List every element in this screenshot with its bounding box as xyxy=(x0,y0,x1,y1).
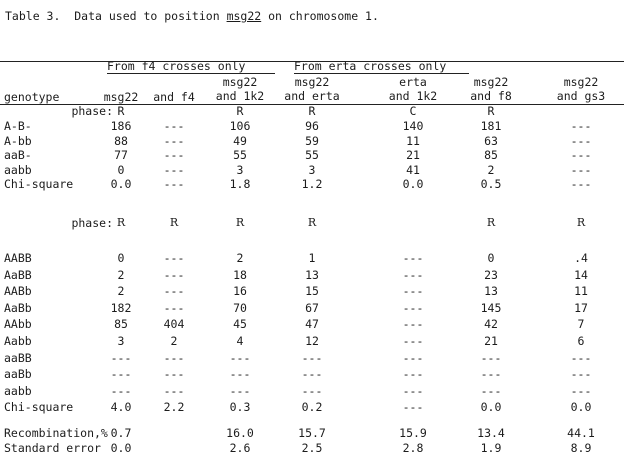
table-cell: 0.5 xyxy=(480,177,502,191)
table-cell: 1.8 xyxy=(229,177,251,191)
table-cell: 0.0 xyxy=(402,177,424,191)
table-cell: 11 xyxy=(574,284,588,299)
table-cell: --- xyxy=(163,177,185,191)
table-cell: 1 xyxy=(308,251,316,265)
table-cell: 3 xyxy=(236,162,244,177)
table-cell: --- xyxy=(402,400,424,415)
title-prefix: Table 3. Data used to position xyxy=(5,9,227,23)
table-cell: 12 xyxy=(305,334,319,348)
table-cell: --- xyxy=(480,383,502,398)
table-cell: 1.2 xyxy=(301,177,323,191)
table-cell: --- xyxy=(570,133,592,148)
table-cell: 21 xyxy=(406,148,420,162)
table-title xyxy=(5,9,379,23)
table-cell: 0 xyxy=(117,162,125,177)
row-label: AABb xyxy=(4,284,32,299)
table-cell: 2 xyxy=(117,284,125,299)
table-cell: 2 xyxy=(487,162,495,177)
table-cell: --- xyxy=(570,383,592,398)
table-cell: 6 xyxy=(577,334,585,348)
phase-value: R xyxy=(486,216,496,229)
column-header-msg22_erta: msg22 xyxy=(294,75,330,89)
summary-cell: 0.7 xyxy=(110,426,132,440)
table-cell: 55 xyxy=(305,148,319,162)
phase-value: R xyxy=(307,216,317,229)
column-header-msg22_gs3: msg22 xyxy=(563,75,599,89)
table-cell: --- xyxy=(570,119,592,133)
table-cell: 42 xyxy=(484,317,498,332)
table-cell: --- xyxy=(163,284,185,299)
table-cell: --- xyxy=(402,284,424,299)
table-cell: 21 xyxy=(484,334,498,348)
table-cell: 23 xyxy=(484,267,498,282)
phase-value: R xyxy=(117,104,125,118)
table-cell: --- xyxy=(110,383,132,398)
title-gene: msg22 xyxy=(226,9,262,23)
table-cell: 67 xyxy=(305,300,319,315)
group-header-erta: From erta crosses only xyxy=(294,59,447,73)
table-cell: 96 xyxy=(305,119,319,133)
table-cell: --- xyxy=(163,367,185,382)
summary-cell: 2.5 xyxy=(301,441,323,455)
table-cell: --- xyxy=(163,119,185,133)
table-cell: --- xyxy=(163,300,185,315)
summary-label: Recombination,% xyxy=(4,426,108,440)
table-cell: 0.3 xyxy=(229,400,251,415)
column-header-msg22_f4: msg22 xyxy=(103,90,139,104)
table-cell: 0.0 xyxy=(480,400,502,415)
table-cell: 47 xyxy=(305,317,319,332)
table-cell: --- xyxy=(110,367,132,382)
table-cell: 186 xyxy=(110,119,132,133)
column-header-f4: and f4 xyxy=(153,90,195,104)
table-cell: 106 xyxy=(229,119,251,133)
table-cell: 145 xyxy=(480,300,502,315)
table-cell: --- xyxy=(301,383,323,398)
summary-cell: 2.8 xyxy=(402,441,424,455)
table-cell: 63 xyxy=(484,133,498,148)
summary-cell: 2.6 xyxy=(229,441,251,455)
table-cell: --- xyxy=(402,317,424,332)
table-cell: 2.2 xyxy=(163,400,185,415)
table-cell: 15 xyxy=(305,284,319,299)
table-cell: 0 xyxy=(117,251,125,265)
table-cell: --- xyxy=(480,367,502,382)
row-label: A-B- xyxy=(4,119,32,133)
column-header-erta_1k2-line2: and 1k2 xyxy=(388,89,438,103)
table-cell: --- xyxy=(570,367,592,382)
table-cell: 0.2 xyxy=(301,400,323,415)
table-cell: --- xyxy=(301,350,323,365)
summary-cell: 16.0 xyxy=(226,426,254,440)
table-cell: 4.0 xyxy=(110,400,132,415)
table-cell: --- xyxy=(570,177,592,191)
phase-value: R xyxy=(308,104,316,118)
table-cell: 13 xyxy=(484,284,498,299)
table-cell: 55 xyxy=(233,148,247,162)
phase-value: R xyxy=(116,216,126,229)
table-cell: 4 xyxy=(236,334,244,348)
table-cell: 41 xyxy=(406,162,420,177)
phase-label: phase: xyxy=(71,104,113,118)
table-cell: 16 xyxy=(233,284,247,299)
table-cell: 14 xyxy=(574,267,588,282)
phase-value: R xyxy=(487,104,495,118)
row-label: Chi-square xyxy=(4,400,74,415)
table-cell: --- xyxy=(163,350,185,365)
table-cell: 49 xyxy=(233,133,247,148)
table-cell: .4 xyxy=(574,251,588,265)
table-cell: --- xyxy=(229,383,251,398)
table-cell: 7 xyxy=(577,317,585,332)
row-label: aabb xyxy=(4,162,32,177)
row-label: AABB xyxy=(4,251,32,265)
phase-value: R xyxy=(169,216,179,229)
table-cell: 18 xyxy=(233,267,247,282)
table-cell: 3 xyxy=(117,334,125,348)
row-label: Aabb xyxy=(4,334,32,348)
table-cell: --- xyxy=(163,383,185,398)
column-header-erta_1k2: erta xyxy=(399,75,427,89)
summary-label: Standard error xyxy=(4,441,101,455)
title-suffix: on chromosome 1. xyxy=(261,9,379,23)
phase-label: phase: xyxy=(71,216,113,230)
table-cell: 85 xyxy=(484,148,498,162)
table-cell: 85 xyxy=(114,317,128,332)
table-cell: --- xyxy=(570,148,592,162)
table-cell: 77 xyxy=(114,148,128,162)
table-cell: --- xyxy=(570,162,592,177)
group-underline-erta xyxy=(294,73,469,74)
row-label: AaBb xyxy=(4,300,32,315)
table-cell: 404 xyxy=(163,317,185,332)
summary-cell: 0.0 xyxy=(110,441,132,455)
table-cell: --- xyxy=(480,350,502,365)
table-cell: --- xyxy=(163,133,185,148)
summary-cell: 1.9 xyxy=(480,441,502,455)
table-cell: 2 xyxy=(170,334,178,348)
table-cell: 182 xyxy=(110,300,132,315)
table-cell: 140 xyxy=(402,119,424,133)
table-cell: --- xyxy=(402,383,424,398)
table-cell: 59 xyxy=(305,133,319,148)
table-cell: 88 xyxy=(114,133,128,148)
table-cell: 11 xyxy=(406,133,420,148)
phase-value: R xyxy=(576,216,586,229)
table-cell: 0.0 xyxy=(570,400,592,415)
row-label: aabb xyxy=(4,383,32,398)
table-cell: 17 xyxy=(574,300,588,315)
table-cell: 13 xyxy=(305,267,319,282)
table-cell: --- xyxy=(402,267,424,282)
table-cell: --- xyxy=(402,251,424,265)
table-cell: 0 xyxy=(487,251,495,265)
group-header-f4: From f4 crosses only xyxy=(107,59,246,73)
table-cell: 0.0 xyxy=(110,177,132,191)
table-cell: --- xyxy=(163,251,185,265)
phase-value: R xyxy=(236,104,244,118)
row-label: aaB- xyxy=(4,148,32,162)
phase-value: R xyxy=(235,216,245,229)
table-cell: 3 xyxy=(308,162,316,177)
table-cell: --- xyxy=(163,267,185,282)
table-cell: --- xyxy=(402,334,424,348)
table-cell: --- xyxy=(110,350,132,365)
table-cell: 45 xyxy=(233,317,247,332)
column-header-msg22_f8-line2: and f8 xyxy=(470,89,512,103)
column-header-msg22_1k2: msg22 xyxy=(222,75,258,89)
table-cell: --- xyxy=(570,350,592,365)
row-label: aaBb xyxy=(4,367,32,382)
row-label: Chi-square xyxy=(4,177,74,191)
column-header-msg22_erta-line2: and erta xyxy=(284,89,340,103)
table-cell: 70 xyxy=(233,300,247,315)
phase-value: C xyxy=(409,104,417,118)
column-header-genotype: genotype xyxy=(4,90,60,104)
row-label: AaBB xyxy=(4,267,32,282)
table-cell: --- xyxy=(229,367,251,382)
row-label: AAbb xyxy=(4,317,32,332)
table-cell: 181 xyxy=(480,119,502,133)
column-header-msg22_1k2-line2: and 1k2 xyxy=(215,89,265,103)
column-header-msg22_f8: msg22 xyxy=(473,75,509,89)
table-cell: 2 xyxy=(236,251,244,265)
row-label: A-bb xyxy=(4,133,32,148)
row-label: aaBB xyxy=(4,350,32,365)
table-cell: --- xyxy=(163,162,185,177)
summary-cell: 44.1 xyxy=(567,426,595,440)
summary-cell: 13.4 xyxy=(477,426,505,440)
table-cell: --- xyxy=(301,367,323,382)
column-header-msg22_gs3-line2: and gs3 xyxy=(556,89,606,103)
group-underline-f4 xyxy=(107,73,275,74)
table-cell: --- xyxy=(402,350,424,365)
table-cell: 2 xyxy=(117,267,125,282)
summary-cell: 8.9 xyxy=(570,441,592,455)
table-cell: --- xyxy=(163,148,185,162)
table-cell: --- xyxy=(229,350,251,365)
summary-cell: 15.9 xyxy=(399,426,427,440)
summary-cell: 15.7 xyxy=(298,426,326,440)
table-cell: --- xyxy=(402,300,424,315)
table-cell: --- xyxy=(402,367,424,382)
